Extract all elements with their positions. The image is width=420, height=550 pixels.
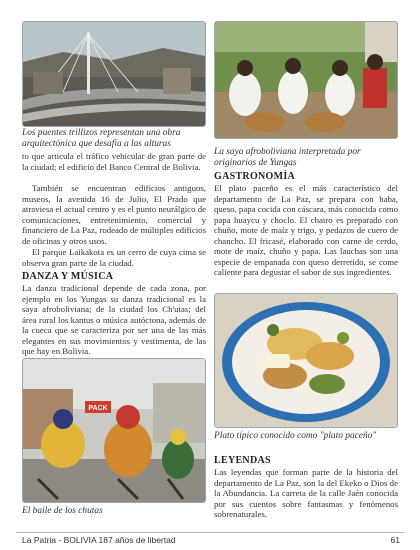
paragraph-laikakota: El parque Laikakota es un cerro de cuya cima se observa gran parte de la ciudad. [22, 247, 206, 268]
chutas-dance-photo [22, 358, 206, 503]
caption-saya: La saya afroboliviana interpretada por originarios de Yungas [214, 147, 361, 168]
caption-chutas: El baile de los chutas [22, 506, 103, 516]
caption-bridges: Los puentes trillizos representan una obra arquitectónica que desafía a las alturas [22, 128, 181, 149]
paragraph-gastronomy: El plato paceño es el más característico del departamento de La Paz, se prepara con haba, queso, papa cocida con cáscara, más conocida como papa huaycu y choclo. El chairo es preparado con chuño, mote de maíz y trigo, y pedazos de cuero de chancho. El fricasé, elaborado con carne de cerdo, mote de maíz, chuño y papa. Las lauchas son una especie de empanada con queso derretido, se come caliente para degustar el sabor de sus ingredientes. [214, 183, 398, 277]
page-number: 61 [390, 535, 400, 545]
saya-dance-photo [214, 21, 398, 139]
paragraph-buildings: to que articula el tráfico vehicular de gran parte de la ciudad; el edificio del Banco Central de Bolivia. [22, 151, 206, 172]
page-footer [16, 532, 404, 547]
paragraph-prado: También se encuentran edificios antiguos, museos, la avenida 16 de Julio, El Prado que atraviesa el actual centro y es el punto neurálgico de comunicaciones, entretenimiento, comercial y financiero de La Paz, rodeado de múltiples edificios de oficinas y otros usos. [22, 183, 206, 246]
bridges-photo [22, 21, 206, 127]
paragraph-legends: Las leyendas que forman parte de la historia del departamento de La Paz, son la del Ekeko o Dios de la Abundancia. La carreta de la calle Jaén conocida por sus cuentos sobre fantasmas y fenómenos sobrenaturales. [214, 467, 398, 519]
paragraph-dance: La danza tradicional depende de cada zona, por ejemplo en los Yungas su danza tradicional es la saya afroboliviana; de la ciudad los Ch'utas; del área rural los kantus o música autóctona, además de la cueca que se caracteriza por ser una de las más elegantes en sus movimientos y vestimenta, de las que hay en Bolivia. [22, 283, 206, 356]
heading-dance: DANZA Y MÚSICA [22, 271, 114, 282]
publication-name: La Patria - BOLIVIA 187 años de libertad [22, 535, 176, 545]
banner-text: PACK [88, 405, 108, 412]
caption-plate: Plato típico conocido como "plato paceño" [214, 431, 377, 441]
heading-legends: LEYENDAS [214, 455, 271, 466]
plato-paceno-photo [214, 293, 398, 428]
heading-gastronomy: GASTRONOMÍA [214, 171, 296, 182]
